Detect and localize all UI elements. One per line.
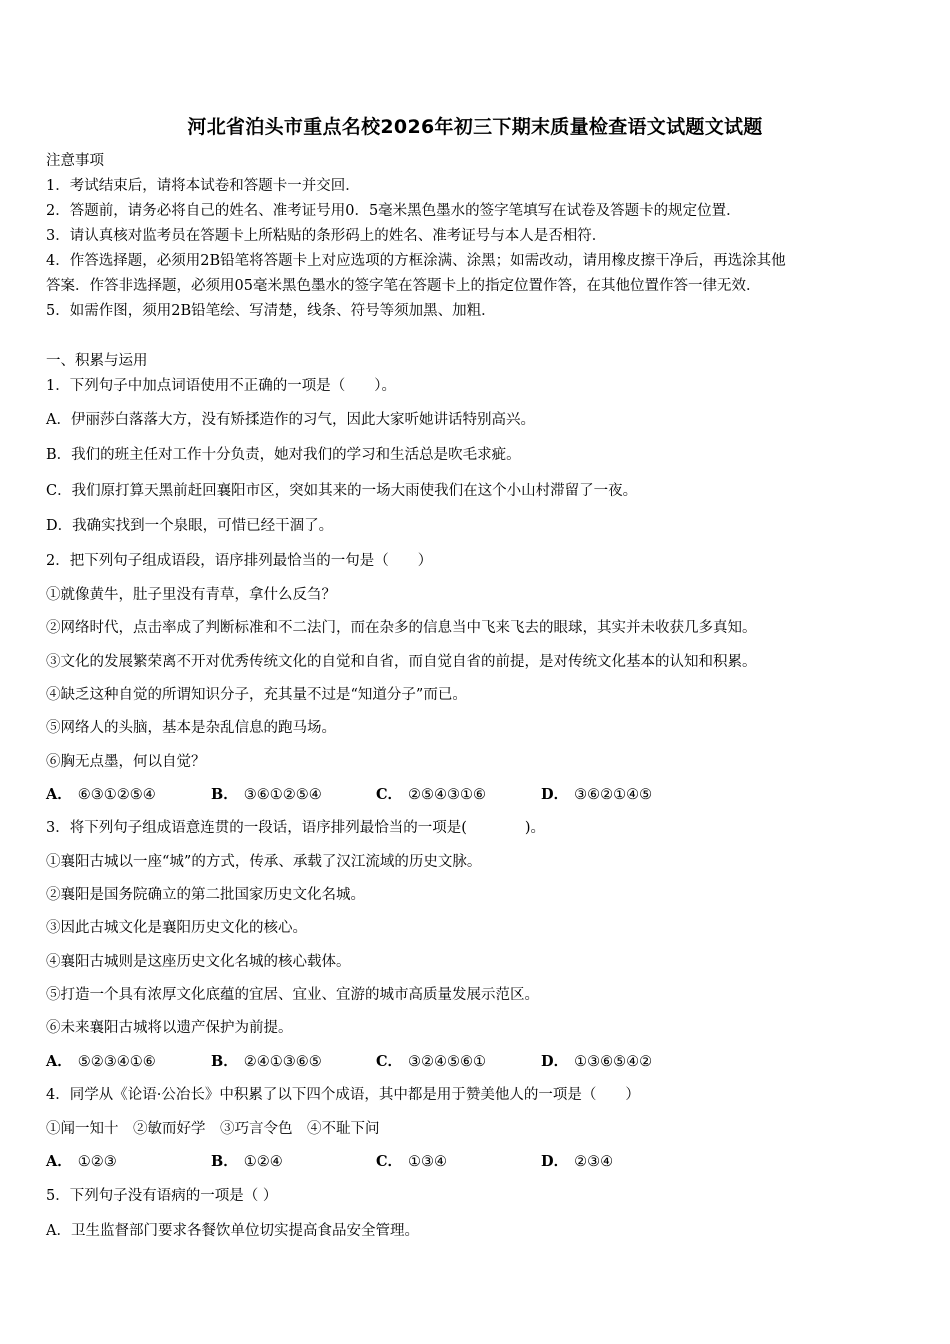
notice-heading: 注意事项 (46, 153, 104, 169)
q2-sentence-4: ④缺乏这种自觉的所谓知识分子，充其量不过是“知道分子”而已。 (46, 687, 467, 703)
option-text: ②④①③⑥⑤ (243, 1054, 322, 1070)
option-label: B． (211, 1053, 238, 1070)
q3-sentence-3: ③因此古城文化是襄阳历史文化的核心。 (46, 920, 307, 936)
q2-option-c (376, 785, 486, 805)
q4-option-b (211, 1152, 283, 1172)
q1-stem: 1．下列句子中加点词语使用不正确的一项是（ ）。 (46, 378, 396, 394)
q1-option-d: D．我确实找到一个泉眼，可惜已经干涸了。 (46, 518, 334, 534)
option-label: C． (376, 786, 403, 803)
q2-sentence-3: ③文化的发展繁荣离不开对优秀传统文化的自觉和自省，而自觉自省的前提，是对传统文化基本的认知和积累。 (46, 654, 757, 670)
option-label: D． (541, 786, 569, 803)
q4-option-a (46, 1152, 117, 1172)
q2-sentence-5: ⑤网络人的头脑，基本是杂乱信息的跑马场。 (46, 720, 336, 736)
q1-option-c: C．我们原打算天黑前赶回襄阳市区，突如其来的一场大雨使我们在这个小山村滞留了一夜。 (46, 483, 638, 499)
q4-items: ①闻一知十 ②敏而好学 ③巧言令色 ④不耻下问 (46, 1121, 380, 1137)
q4-option-c (376, 1152, 447, 1172)
q4-option-d (541, 1152, 613, 1172)
notice-item-2: 2．答题前，请务必将自己的姓名、准考证号用0．5毫米黑色墨水的签字笔填写在试卷及答题卡的规定位置． (46, 203, 741, 219)
option-label: A． (46, 1053, 72, 1070)
option-text: ⑤②③④①⑥ (77, 1054, 156, 1070)
option-text: ①②④ (243, 1154, 283, 1170)
option-label: C． (376, 1053, 403, 1070)
section-heading: 一、积累与运用 (46, 353, 148, 369)
q2-option-b (211, 785, 322, 805)
option-text: ①②③ (77, 1154, 117, 1170)
option-text: ⑥③①②⑤④ (77, 787, 156, 803)
q4-stem: 4．同学从《论语·公冶长》中积累了以下四个成语，其中都是用于赞美他人的一项是（ ） (46, 1087, 640, 1103)
notice-item-3: 3．请认真核对监考员在答题卡上所粘贴的条形码上的姓名、准考证号与本人是否相符． (46, 228, 607, 244)
option-text: ①③⑥⑤④② (574, 1054, 653, 1070)
q3-sentence-1: ①襄阳古城以一座“城”的方式，传承、承载了汉江流域的历史文脉。 (46, 854, 482, 870)
notice-item-4-cont: 答案．作答非选择题，必须用05毫米黑色墨水的签字笔在答题卡上的指定位置作答，在其他位置作答一律无效． (46, 278, 761, 294)
option-text: ①③④ (408, 1154, 448, 1170)
q3-sentence-4: ④襄阳古城则是这座历史文化名城的核心载体。 (46, 954, 351, 970)
q3-stem: 3．将下列句子组成语意连贯的一段话，语序排列最恰当的一项是( )。 (46, 820, 546, 836)
option-text: ③②④⑤⑥① (408, 1054, 487, 1070)
option-text: ③⑥①②⑤④ (243, 787, 322, 803)
option-label: B． (211, 786, 238, 803)
option-label: C． (376, 1153, 403, 1170)
option-text: ②⑤④③①⑥ (408, 787, 487, 803)
q5-stem: 5．下列句子没有语病的一项是（ ） (46, 1188, 278, 1204)
q3-option-a (46, 1052, 156, 1072)
option-label: D． (541, 1153, 569, 1170)
option-label: D． (541, 1053, 569, 1070)
q2-sentence-2: ②网络时代，点击率成了判断标准和不二法门，而在杂多的信息当中飞来飞去的眼球，其实并未收获几多真知。 (46, 620, 757, 636)
q3-option-b (211, 1052, 322, 1072)
q1-option-a: A．伊丽莎白落落大方，没有矫揉造作的习气，因此大家听她讲话特别高兴。 (46, 412, 535, 428)
option-label: A． (46, 786, 72, 803)
q3-sentence-2: ②襄阳是国务院确立的第二批国家历史文化名城。 (46, 887, 365, 903)
q2-option-d (541, 785, 652, 805)
q5-option-a: A．卫生监督部门要求各餐饮单位切实提高食品安全管理。 (46, 1223, 419, 1239)
q2-sentence-6: ⑥胸无点墨，何以自觉？ (46, 754, 206, 770)
q3-option-c (376, 1052, 486, 1072)
q1-option-b: B．我们的班主任对工作十分负责，她对我们的学习和生活总是吹毛求疵。 (46, 447, 521, 463)
option-label: B． (211, 1153, 238, 1170)
q3-option-d (541, 1052, 652, 1072)
notice-item-4: 4．作答选择题，必须用2B铅笔将答题卡上对应选项的方框涂满、涂黑；如需改动，请用橡皮擦干净后，再选涂其他 (46, 253, 786, 269)
notice-item-1: 1．考试结束后，请将本试卷和答题卡一并交回． (46, 178, 360, 194)
page-title: 河北省泊头市重点名校2026年初三下期末质量检查语文试题文试题 (187, 116, 763, 138)
q2-stem: 2．把下列句子组成语段，语序排列最恰当的一句是（ ） (46, 553, 433, 569)
q3-sentence-5: ⑤打造一个具有浓厚文化底蕴的宜居、宜业、宜游的城市高质量发展示范区。 (46, 987, 539, 1003)
q2-sentence-1: ①就像黄牛，肚子里没有青草，拿什么反刍？ (46, 587, 336, 603)
notice-item-5: 5．如需作图，须用2B铅笔绘、写清楚，线条、符号等须加黑、加粗． (46, 303, 496, 319)
q2-option-a (46, 785, 156, 805)
option-label: A． (46, 1153, 72, 1170)
q3-sentence-6: ⑥未来襄阳古城将以遗产保护为前提。 (46, 1020, 293, 1036)
option-text: ③⑥②①④⑤ (574, 787, 653, 803)
option-text: ②③④ (574, 1154, 614, 1170)
